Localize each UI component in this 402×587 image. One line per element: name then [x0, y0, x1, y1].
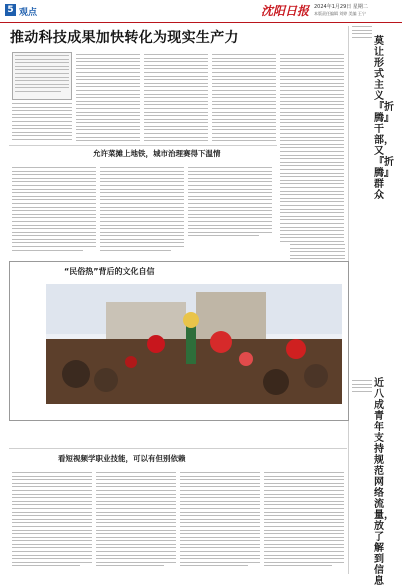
photo-feature — [9, 261, 349, 421]
lead-column-4 — [212, 54, 276, 142]
article-2-column-2 — [100, 167, 184, 257]
lead-column-3 — [144, 54, 208, 142]
photo-feature-title: “民俗热”背后的文化自信 — [64, 267, 155, 276]
article-2-column-3 — [188, 167, 272, 257]
side-column-text-top — [352, 26, 372, 366]
page-number-badge: 5 — [5, 4, 16, 16]
lead-summary-box — [12, 52, 72, 100]
article-2-column-1 — [12, 167, 96, 257]
page-header — [0, 0, 402, 23]
divider — [9, 145, 277, 146]
section-label: 观点 — [19, 8, 38, 18]
article-3-column-1 — [12, 472, 92, 572]
side-column-headline: 莫让形式主义『折腾』干部，又『折腾』群众 — [374, 36, 394, 201]
article-3-column-3 — [180, 472, 260, 572]
editor-line: 本版责任编辑 刘婷 美编 王宁 — [314, 11, 366, 16]
issue-date: 2024年1月29日 星期二 — [314, 4, 368, 10]
article-3-column-2 — [96, 472, 176, 572]
article-3-headline: 看短视频学职业技能，可以有但别依赖 — [58, 454, 186, 463]
side-column-headline-bottom: 近八成青年支持规范网络流量，放了解到信息 — [374, 378, 394, 587]
festival-scene-illustration — [46, 284, 342, 404]
divider — [9, 448, 347, 449]
side-column-text-bottom — [352, 380, 372, 570]
folk-festival-photo — [46, 284, 342, 404]
article-2-headline: 允许菜摊上地铁，城市治理赛得下温情 — [93, 149, 221, 158]
lead-column-2 — [76, 54, 140, 142]
lead-headline: 推动科技成果加快转化为现实生产力 — [10, 30, 239, 46]
lead-column-1 — [12, 103, 72, 143]
lead-column-5 — [280, 54, 344, 244]
article-3-column-4 — [264, 472, 344, 572]
newspaper-logo: 沈阳日报 — [261, 4, 310, 18]
